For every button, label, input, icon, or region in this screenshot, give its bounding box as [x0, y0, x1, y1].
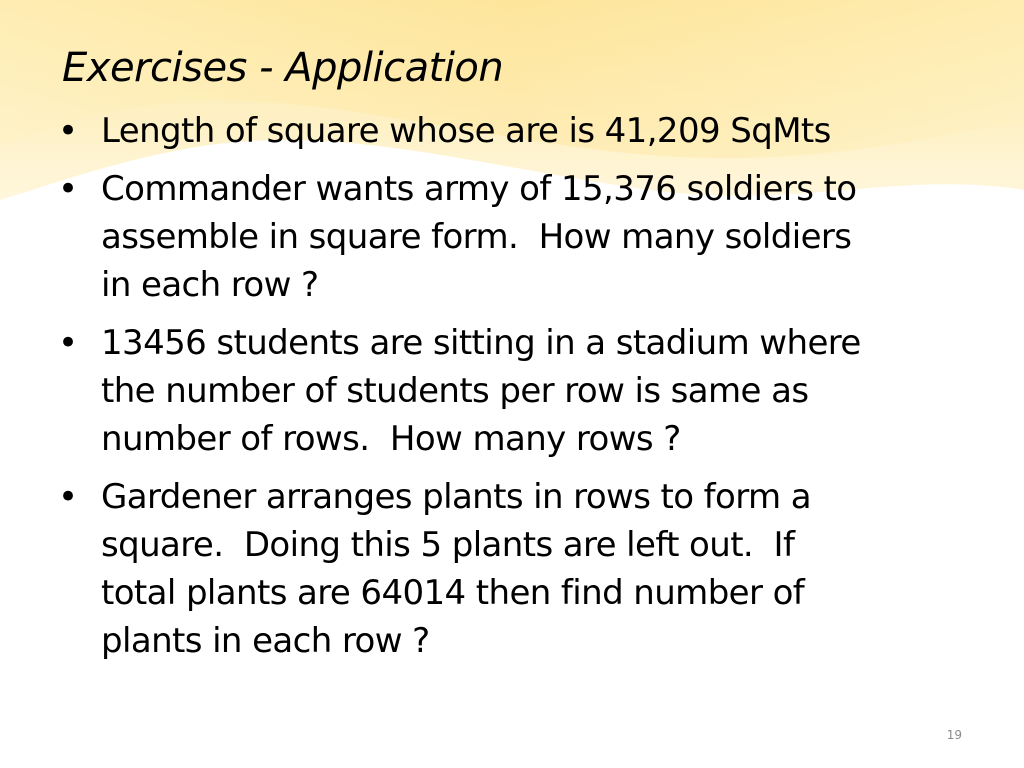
- bullet-line: assemble in square form. How many soldiers: [101, 217, 852, 257]
- bullet-line: Gardener arranges plants in rows to form a: [101, 477, 812, 517]
- bullet-icon: •: [58, 477, 78, 517]
- bullet-list: [58, 107, 978, 675]
- list-item: [58, 165, 978, 309]
- bullet-icon: •: [58, 169, 78, 209]
- bullet-line: 13456 students are sitting in a stadium where: [101, 323, 861, 363]
- list-item: [58, 107, 978, 155]
- slide-title: Exercises - Application: [62, 45, 504, 91]
- list-item: [58, 473, 978, 665]
- bullet-icon: •: [58, 111, 78, 151]
- bullet-line: square. Doing this 5 plants are left out. If: [101, 525, 795, 565]
- bullet-line: plants in each row ?: [101, 621, 430, 661]
- bullet-line: total plants are 64014 then find number of: [101, 573, 805, 613]
- bullet-icon: •: [58, 323, 78, 363]
- bullet-line: in each row ?: [101, 265, 319, 305]
- bullet-line: Commander wants army of 15,376 soldiers to: [101, 169, 857, 209]
- bullet-line: Length of square whose are is 41,209 SqMts: [101, 111, 831, 151]
- list-item: [58, 319, 978, 463]
- bullet-line: number of rows. How many rows ?: [101, 419, 681, 459]
- bullet-line: the number of students per row is same as: [101, 371, 809, 411]
- page-number: 19: [946, 728, 962, 742]
